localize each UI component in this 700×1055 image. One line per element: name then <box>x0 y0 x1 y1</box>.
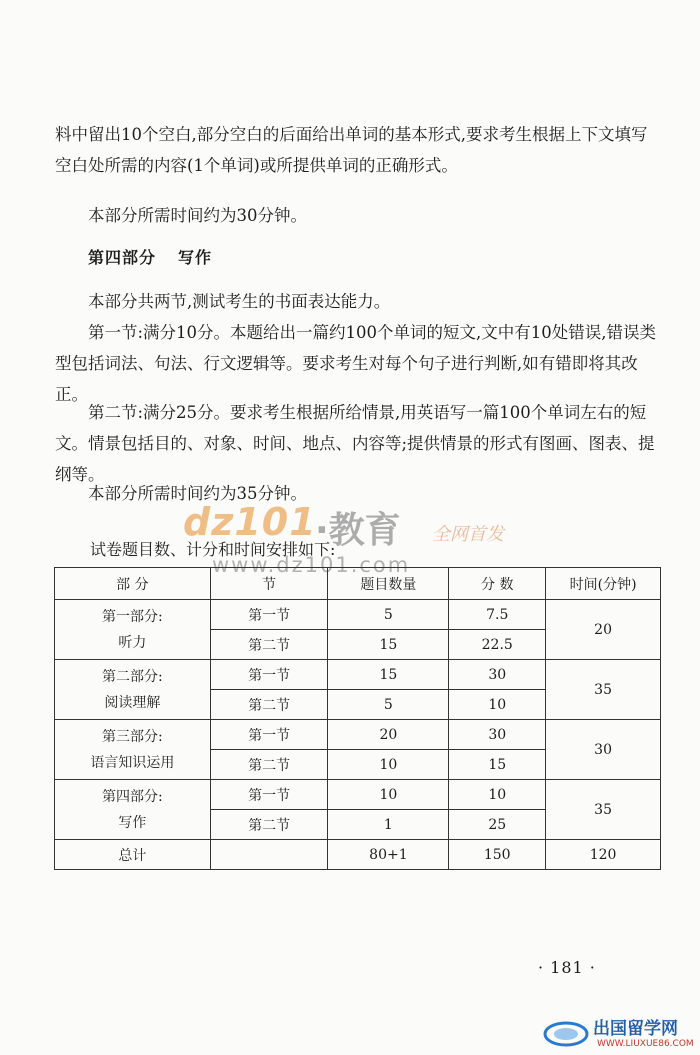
time-cell: 35 <box>546 780 661 840</box>
total-count: 80+1 <box>328 840 449 870</box>
corner-logo <box>545 1014 694 1049</box>
page-number: · 181 · <box>538 958 596 977</box>
score-cell: 30 <box>449 720 546 750</box>
score-cell: 22.5 <box>449 630 546 660</box>
total-score: 150 <box>449 840 546 870</box>
paragraph-time-35: 本部分所需时间约为35分钟。 <box>88 484 307 503</box>
paragraph-section-one: 第一节:满分10分。本题给出一篇约100个单词的短文,文中有10处错误,错误类型包括词法、句法、行文逻辑等。要求考生对每个句子进行判断,如有错即将其改正。 <box>55 323 657 404</box>
table-header-row <box>55 568 661 600</box>
section-cell: 第一节 <box>210 600 328 630</box>
heading-title: 写作 <box>178 248 213 267</box>
part-name: 第三部分: <box>101 728 163 745</box>
section-cell: 第一节 <box>210 780 328 810</box>
paragraph-time-30: 本部分所需时间约为30分钟。 <box>88 206 307 225</box>
score-cell: 10 <box>449 780 546 810</box>
score-cell: 30 <box>449 660 546 690</box>
count-cell: 5 <box>328 690 449 720</box>
part-cell <box>55 660 211 720</box>
paragraph-section-two: 第二节:满分25分。要求考生根据所给情景,用英语写一篇100个单词左右的短文。情景包括目的、对象、时间、地点、内容等;提供情景的形式有图画、图表、提纲等。 <box>55 403 655 484</box>
part-cell <box>55 600 211 660</box>
header-part: 部 分 <box>55 568 211 600</box>
part-subject: 语言知识运用 <box>90 754 175 771</box>
section-cell: 第二节 <box>210 690 328 720</box>
watermark-subtitle: 全网首发 <box>432 524 504 545</box>
header-time: 时间(分钟) <box>546 568 661 600</box>
total-time: 120 <box>546 840 661 870</box>
part-name: 第二部分: <box>101 668 163 685</box>
total-section <box>210 840 328 870</box>
section-cell: 第一节 <box>210 660 328 690</box>
part-subject: 听力 <box>118 634 147 651</box>
count-cell: 15 <box>328 660 449 690</box>
corner-logo-url: WWW.LIUXUE86.COM <box>597 1039 694 1049</box>
watermark-edu: ·教育 <box>315 510 401 551</box>
count-cell: 5 <box>328 600 449 630</box>
section-cell: 第二节 <box>210 630 328 660</box>
table-total-row <box>55 840 661 870</box>
table-row <box>55 720 661 750</box>
corner-logo-name: 出国留学网 <box>593 1019 678 1039</box>
section-cell: 第一节 <box>210 720 328 750</box>
table-row <box>55 660 661 690</box>
table-row <box>55 780 661 810</box>
count-cell: 20 <box>328 720 449 750</box>
part-name: 第四部分: <box>101 788 163 805</box>
exam-schedule-table <box>54 567 661 870</box>
section-cell: 第二节 <box>210 750 328 780</box>
time-cell: 20 <box>546 600 661 660</box>
part-subject: 写作 <box>118 814 147 831</box>
paragraph-cloze-intro: 料中留出10个空白,部分空白的后面给出单词的基本形式,要求考生根据上下文填写空白处所需的内容(1个单词)或所提供单词的正确形式。 <box>55 125 648 175</box>
score-cell: 10 <box>449 690 546 720</box>
globe-icon <box>543 1016 589 1048</box>
heading-part: 第四部分 <box>88 248 157 267</box>
table-row <box>55 600 661 630</box>
watermark-logo: dz101 <box>183 500 317 544</box>
part-name: 第一部分: <box>101 608 163 625</box>
time-cell: 30 <box>546 720 661 780</box>
part-subject: 阅读理解 <box>104 694 161 711</box>
count-cell: 15 <box>328 630 449 660</box>
count-cell: 10 <box>328 780 449 810</box>
count-cell: 1 <box>328 810 449 840</box>
header-section: 节 <box>210 568 328 600</box>
part-cell <box>55 780 211 840</box>
time-cell: 35 <box>546 660 661 720</box>
header-count: 题目数量 <box>328 568 449 600</box>
count-cell: 10 <box>328 750 449 780</box>
watermark-url: www.dz101.com <box>212 553 411 577</box>
score-cell: 25 <box>449 810 546 840</box>
section-heading <box>88 245 212 268</box>
paragraph-writing-intro: 本部分共两节,测试考生的书面表达能力。 <box>88 292 391 311</box>
score-cell: 15 <box>449 750 546 780</box>
section-cell: 第二节 <box>210 810 328 840</box>
header-score: 分 数 <box>449 568 546 600</box>
total-label: 总计 <box>55 840 211 870</box>
part-cell <box>55 720 211 780</box>
table-caption: 试卷题目数、计分和时间安排如下: <box>90 540 336 559</box>
score-cell: 7.5 <box>449 600 546 630</box>
